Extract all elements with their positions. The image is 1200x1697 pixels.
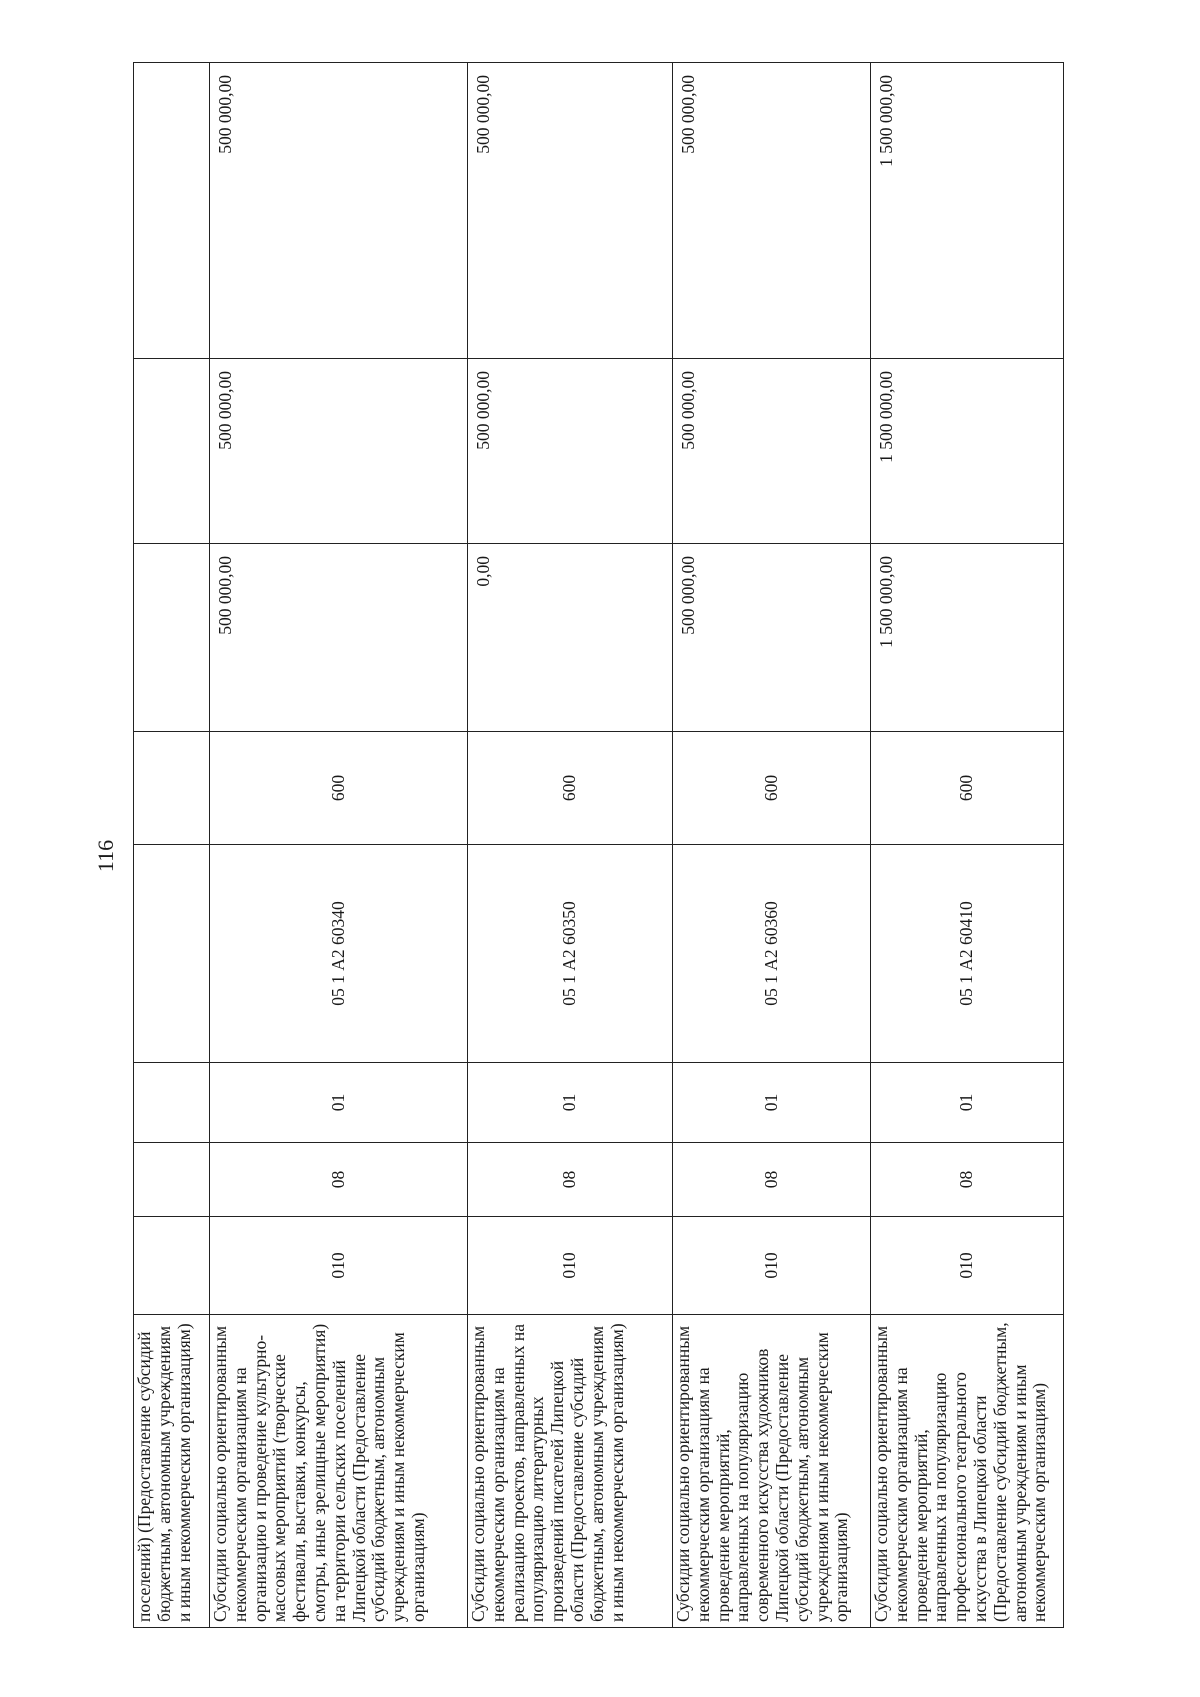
cell-expense-type: 600 [468, 732, 673, 845]
cell-section: 08 [210, 1143, 468, 1217]
cell-sum-year1 [134, 544, 210, 732]
cell-sum-year3: 1 500 000,00 [871, 63, 1064, 359]
cell-admin-code: 010 [468, 1217, 673, 1315]
cell-section: 08 [468, 1143, 673, 1217]
table-row [673, 63, 871, 1628]
cell-sum-year1: 500 000,00 [210, 544, 468, 732]
cell-admin-code: 010 [673, 1217, 871, 1315]
cell-sum-year1: 1 500 000,00 [871, 544, 1064, 732]
cell-description: Субсидии социально ориентированным некоммерческим организациям на реализацию проектов, направленных на популяризацию литературных произведений писателей Липецкой области (Предоставление субсидий бюджетным, автономным учреждениям и иным некоммерческим организациям) [468, 1315, 673, 1628]
cell-sum-year2 [134, 359, 210, 544]
cell-sum-year3 [134, 63, 210, 359]
cell-target-article: 05 1 А2 60360 [673, 845, 871, 1063]
cell-description: Субсидии социально ориентированным некоммерческим организациям на проведение мероприятий, направленных на популяризацию профессионального театрального искусства в Липецкой области (Предоставление субсидий бюджетным, автономным учреждениям и иным некоммерческим организациям) [871, 1315, 1064, 1628]
cell-sum-year2: 500 000,00 [468, 359, 673, 544]
cell-admin-code: 010 [210, 1217, 468, 1315]
cell-section: 08 [673, 1143, 871, 1217]
cell-sum-year3: 500 000,00 [468, 63, 673, 359]
cell-sum-year3: 500 000,00 [673, 63, 871, 359]
cell-subsection: 01 [673, 1063, 871, 1143]
cell-sum-year3: 500 000,00 [210, 63, 468, 359]
cell-subsection: 01 [871, 1063, 1064, 1143]
budget-table-frame [133, 63, 1063, 1628]
cell-sum-year2: 500 000,00 [210, 359, 468, 544]
table-row [210, 63, 468, 1628]
cell-expense-type [134, 732, 210, 845]
cell-description: Субсидии социально ориентированным некоммерческим организациям на организацию и проведение культурно-массовых мероприятий (творческие фестивали, выставки, конкурсы, смотры, иные зрелищные мероприятия) на территории сельских поселений Липецкой области (Предоставление субсидий бюджетным, автономным учреждениям и иным некоммерческим организациям) [210, 1315, 468, 1628]
page-number: 116 [93, 839, 118, 873]
table-row [134, 63, 210, 1628]
cell-admin-code: 010 [871, 1217, 1064, 1315]
cell-subsection: 01 [468, 1063, 673, 1143]
cell-sum-year1: 500 000,00 [673, 544, 871, 732]
cell-expense-type: 600 [871, 732, 1064, 845]
cell-expense-type: 600 [673, 732, 871, 845]
cell-description: Субсидии социально ориентированным некоммерческим организациям на проведение мероприятий, направленных на популяризацию современного искусства художников Липецкой области (Предоставление субсидий бюджетным, автономным учреждениям и иным некоммерческим организациям) [673, 1315, 871, 1628]
cell-admin-code [134, 1217, 210, 1315]
table-row [468, 63, 673, 1628]
rotated-table-container [133, 63, 1063, 1628]
cell-section: 08 [871, 1143, 1064, 1217]
cell-section [134, 1143, 210, 1217]
cell-expense-type: 600 [210, 732, 468, 845]
cell-subsection: 01 [210, 1063, 468, 1143]
cell-target-article: 05 1 А2 60410 [871, 845, 1064, 1063]
cell-sum-year1: 0,00 [468, 544, 673, 732]
table-row [871, 63, 1064, 1628]
cell-target-article [134, 845, 210, 1063]
cell-description: поселений) (Предоставление субсидий бюджетным, автономным учреждениям и иным некоммерческим организациям) [134, 1315, 210, 1628]
cell-target-article: 05 1 А2 60350 [468, 845, 673, 1063]
cell-sum-year2: 500 000,00 [673, 359, 871, 544]
cell-subsection [134, 1063, 210, 1143]
cell-sum-year2: 1 500 000,00 [871, 359, 1064, 544]
cell-target-article: 05 1 А2 60340 [210, 845, 468, 1063]
budget-table [133, 62, 1064, 1628]
